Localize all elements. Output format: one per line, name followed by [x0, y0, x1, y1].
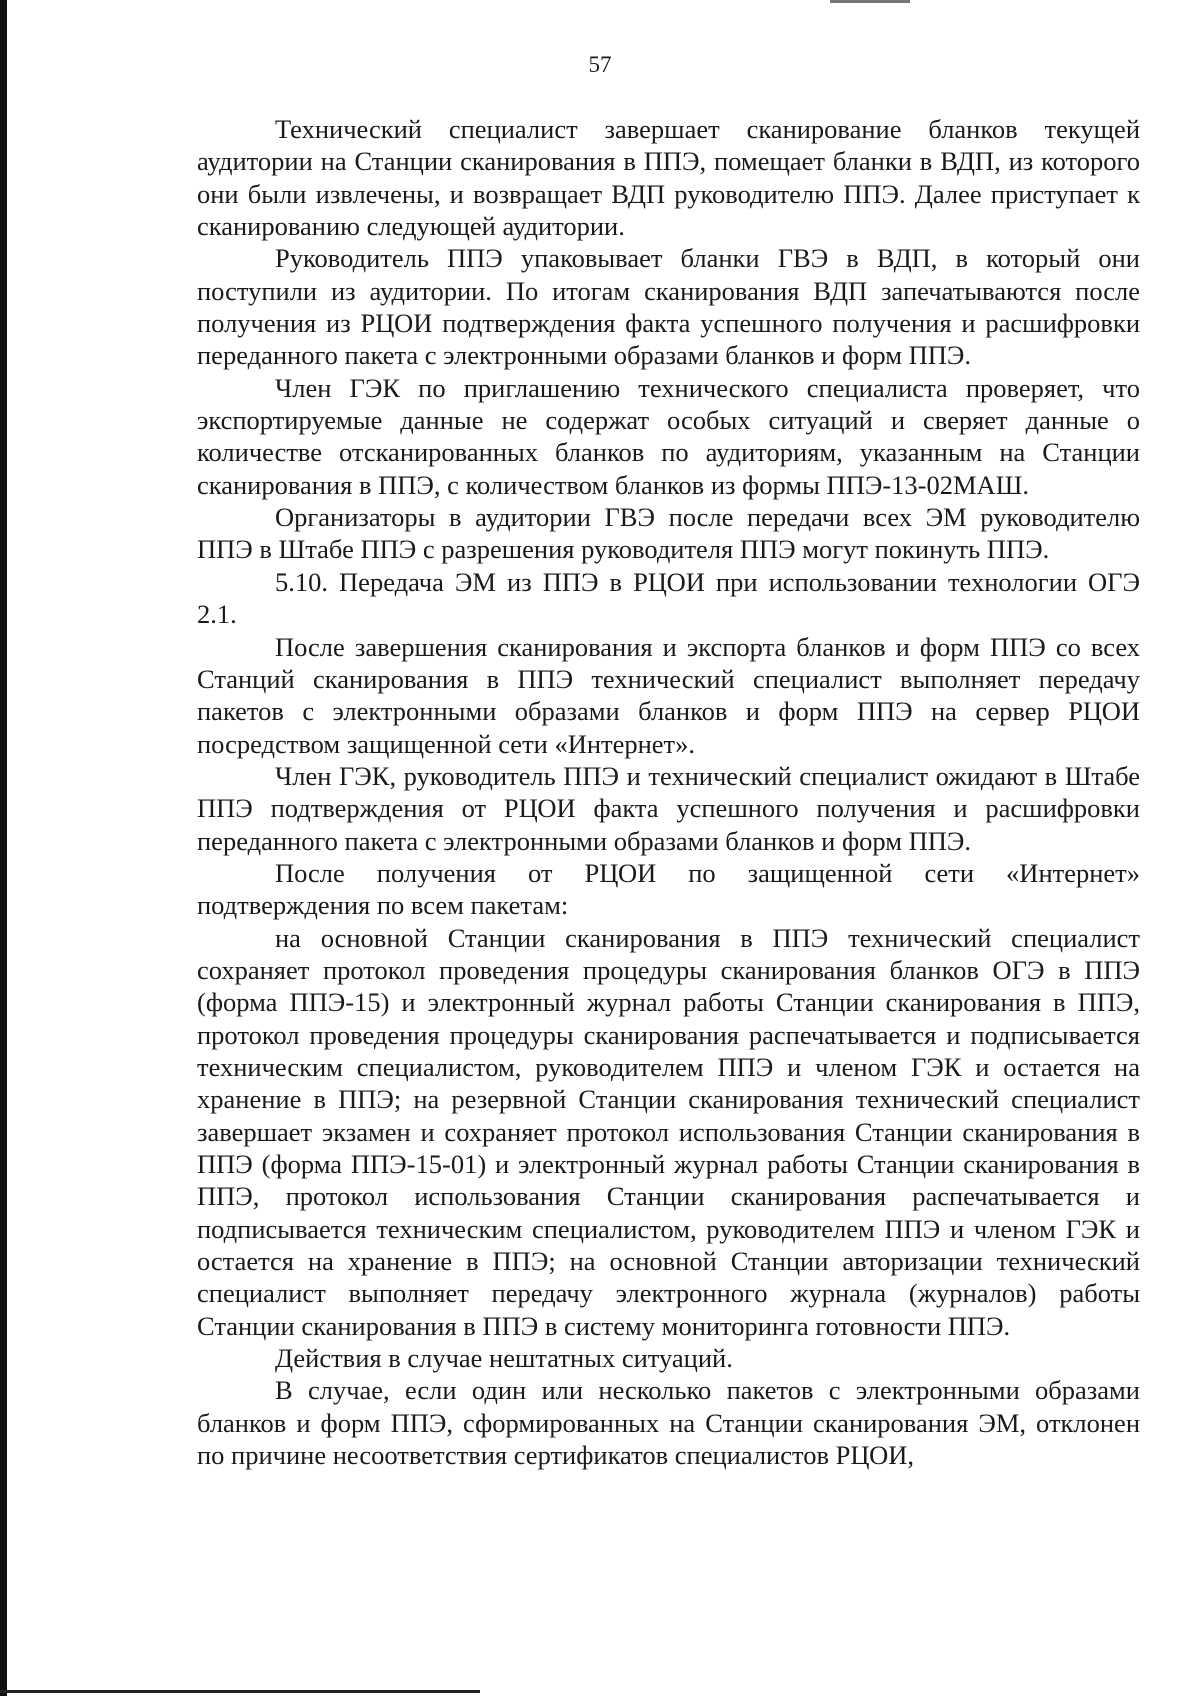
- paragraph-gek-verification: Член ГЭК по приглашению технического специалиста проверяет, что экспортируемые данные не содержат особых ситуаций и сверяет данные о количестве отсканированных бланков по аудиториям, указанным на Станции сканирования в ППЭ, с количеством бланков из формы ППЭ-13-02МАШ.: [197, 372, 1140, 500]
- scan-mark-top: [830, 0, 910, 3]
- paragraph-scanning-completion: Технический специалист завершает сканирование бланков текущей аудитории на Станции сканирования в ППЭ, помещает бланки в ВДП, из которого они были извлечены, и возвращает ВДП руководителю ППЭ. Далее приступает к сканированию следующей аудитории.: [197, 114, 1140, 242]
- paragraph-after-confirmation: После получения от РЦОИ по защищенной сети «Интернет» подтверждения по всем пакетам:: [197, 857, 1140, 921]
- paragraph-awaiting-confirmation: Член ГЭК, руководитель ППЭ и технический специалист ожидают в Штабе ППЭ подтверждения от РЦОИ факта успешного получения и расшифровки переданного пакета с электронными образами бланков и форм ППЭ.: [197, 760, 1140, 856]
- page-number: 57: [588, 52, 612, 77]
- paragraph-packet-transfer: После завершения сканирования и экспорта бланков и форм ППЭ со всех Станций сканирования в ППЭ технический специалист выполняет передачу пакетов с электронными образами бланков и форм ППЭ на сервер РЦОИ посредством защищенной сети «Интернет».: [197, 631, 1140, 759]
- document-body: [197, 113, 1140, 1471]
- scan-edge-left: [0, 0, 7, 1696]
- scan-edge-bottom: [0, 1690, 480, 1693]
- paragraph-organizers-leave: Организаторы в аудитории ГВЭ после передачи всех ЭМ руководителю ППЭ в Штабе ППЭ с разрешения руководителя ППЭ могут покинуть ППЭ.: [197, 502, 1140, 565]
- paragraph-station-protocols: на основной Станции сканирования в ППЭ технический специалист сохраняет протокол проведения процедуры сканирования бланков ОГЭ в ППЭ (форма ППЭ-15) и электронный журнал работы Станции сканирования в ППЭ, протокол проведения процедуры сканирования распечатывается и подписывается техническим специалистом, руководителем ППЭ и членом ГЭК и остается на хранение в ППЭ; на резервной Станции сканирования технический специалист завершает экзамен и сохраняет протокол использования Станции сканирования в ППЭ (форма ППЭ-15-01) и электронный журнал работы Станции сканирования в ППЭ, протокол использования Станции сканирования распечатывается и подписывается техническим специалистом, руководителем ППЭ и членом ГЭК и остается на хранение в ППЭ; на основной Станции авторизации технический специалист выполняет передачу электронного журнала (журналов) работы Станции сканирования в ППЭ в систему мониторинга готовности ППЭ.: [197, 922, 1140, 1341]
- paragraph-rejected-packets: В случае, если один или несколько пакетов с электронными образами бланков и форм ППЭ, сформированных на Станции сканирования ЭМ, отклонен по причине несоответствия сертификатов специалистов РЦОИ,: [197, 1375, 1140, 1471]
- paragraph-emergency-heading: Действия в случае нештатных ситуаций.: [275, 1343, 733, 1374]
- section-heading-5-10: 5.10. Передача ЭМ из ППЭ в РЦОИ при использовании технологии ОГЭ 2.1.: [197, 566, 1140, 630]
- paragraph-packing-forms: Руководитель ППЭ упаковывает бланки ГВЭ в ВДП, в который они поступили из аудитории. По итогам сканирования ВДП запечатываются после получения из РЦОИ подтверждения факта успешного получения и расшифровки переданного пакета с электронными образами бланков и форм ППЭ.: [197, 243, 1140, 371]
